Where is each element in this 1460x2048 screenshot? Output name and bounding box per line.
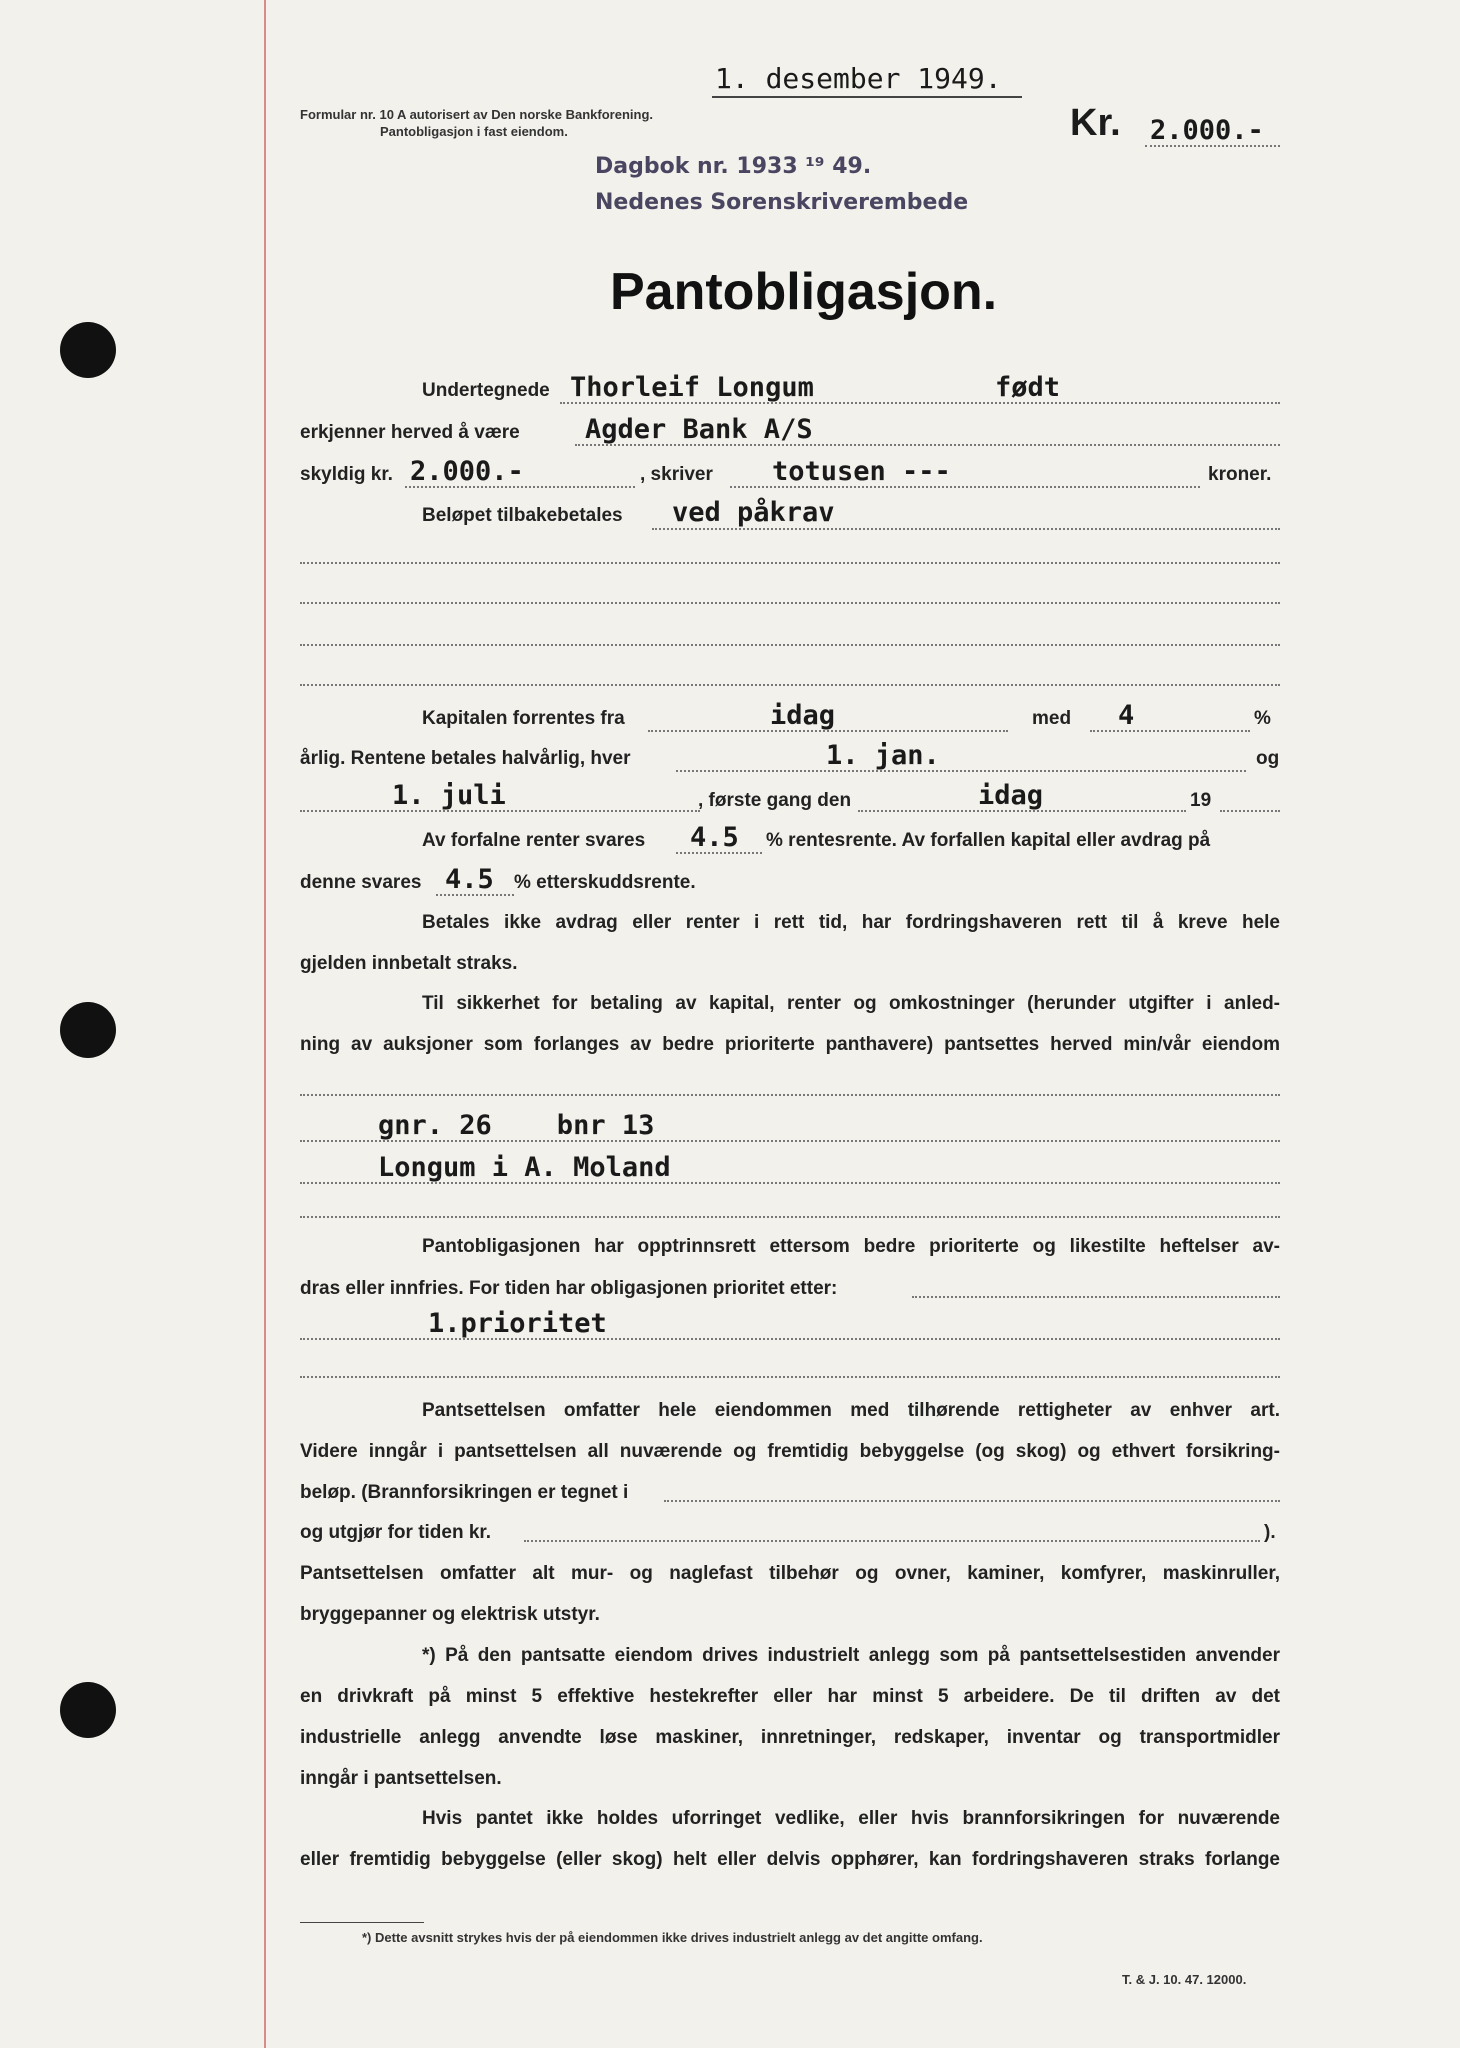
forfalne-rate: 4.5 [690,822,739,853]
property-line1: gnr. 26 bnr 13 [378,1110,655,1141]
denne-rate: 4.5 [445,864,494,895]
sikkerhet-line1: Til sikkerhet for betaling av kapital, renter og omkostninger (herunder utgifter i anled- [422,993,1280,1014]
kapital-from-line [648,730,1008,732]
footnote-rule [300,1922,424,1923]
punch-hole [60,1002,116,1058]
forste-value: idag [978,780,1044,811]
forfalne-suffix: % rentesrente. Av forfallen kapital eller avdrag på [766,830,1211,851]
arlig-value: 1. jan. [826,740,940,771]
punch-hole [60,1682,116,1738]
kapital-from-value: idag [770,700,836,731]
kroner-label: kroner. [1208,464,1272,485]
og-label: og [1256,748,1280,769]
prioritet-line [300,1338,1280,1340]
year-prefix: 19 [1190,790,1212,811]
blank-line [300,1216,1280,1218]
opptrinn-line [912,1296,1280,1298]
footnote-text: *) Dette avsnitt strykes hvis der på eiendommen ikke drives industrielt anlegg av det angitte omfang. [362,1930,983,1945]
vedlike-line1: Hvis pantet ikke holdes uforringet vedlike, eller hvis brannforsikringen for nuværende [422,1808,1280,1829]
rate-line [1090,730,1250,732]
omfatter-line4-end: ). [1264,1522,1276,1543]
industri-line1: *) På den pantsatte eiendom drives industrielt anlegg som på pantsettelsestiden anvender [422,1645,1280,1666]
omfatter-line4: og utgjør for tiden kr. [300,1522,492,1543]
undertegnede-value: Thorleif Longum [570,372,814,403]
blank-line [300,1376,1280,1378]
skriver-value: totusen --- [772,456,951,487]
belopet-label: Beløpet tilbakebetales [422,505,623,526]
margin-rule [264,0,266,2048]
opptrinn-line2: dras eller innfries. For tiden har obligasjonen prioritet etter: [300,1278,838,1299]
denne-label: denne svares [300,872,422,893]
erkjenner-label: erkjenner herved å være [300,422,520,443]
forfalne-rate-line [676,852,762,854]
amount-underline [1145,145,1280,147]
betales-line2: gjelden innbetalt straks. [300,953,518,974]
arlig-label: årlig. Rentene betales halvårlig, hver [300,748,631,769]
industri-line4: inngår i pantsettelsen. [300,1768,502,1789]
med-label: med [1032,708,1072,729]
fodt-label: født [995,372,1061,403]
erkjenner-line [575,444,1280,446]
erkjenner-value: Agder Bank A/S [585,414,813,445]
property-line1-rule [300,1140,1280,1142]
opptrinn-line1: Pantobligasjonen har opptrinnsrett ettersom bedre prioriterte og likestilte heftelser av- [422,1236,1280,1257]
betales-line1: Betales ikke avdrag eller renter i rett tid, har fordringshaveren rett til å kreve hele [422,912,1280,933]
belopet-line [652,528,1280,530]
amount-prefix: Kr. [1070,102,1121,144]
rate-value: 4 [1118,700,1135,731]
vedlike-line2: eller fremtidig bebyggelse (eller skog) helt eller delvis opphører, kan fordringshaveren straks forlange [300,1849,1280,1870]
second-date-value: 1. juli [392,780,506,811]
form-note-line2: Pantobligasjon i fast eiendom. [380,124,568,139]
printer-mark: T. & J. 10. 47. 12000. [1122,1972,1247,1987]
year-line [1220,810,1280,812]
forste-line [858,810,1186,812]
industri-line3: industrielle anlegg anvendte løse maskiner, innretninger, redskaper, inventar og transportmidler [300,1727,1280,1748]
blank-line [300,1094,1280,1096]
form-note-line1: Formular nr. 10 A autorisert av Den norske Bankforening. [300,107,654,122]
forste-label: , første gang den [698,790,852,811]
skyldig-label: skyldig kr. [300,464,393,485]
denne-rate-line [436,894,514,896]
tilbehor-line1: Pantsettelsen omfatter alt mur- og naglefast tilbehør og ovner, kaminer, komfyrer, maskinruller, [300,1563,1280,1584]
denne-suffix: % etterskuddsrente. [514,872,696,893]
property-line2: Longum i A. Moland [378,1152,671,1183]
industri-line2: en drivkraft på minst 5 effektive hestekrefter eller har minst 5 arbeidere. De til driften av det [300,1686,1280,1707]
skyldig-value: 2.000.- [410,456,524,487]
blank-line [300,602,1280,604]
skyldig-line [405,486,635,488]
journal-stamp-office: Nedenes Sorenskriverembede [595,190,969,215]
brannforsikring-line [664,1500,1280,1502]
second-date-line [300,810,700,812]
undertegnede-label: Undertegnede [422,380,550,401]
blank-line [300,684,1280,686]
blank-line [300,562,1280,564]
punch-hole [60,322,116,378]
property-line2-rule [300,1182,1280,1184]
amount-value: 2.000.- [1150,115,1264,146]
undertegnede-line [560,402,1280,404]
tilbehor-line2: bryggepanner og elektrisk utstyr. [300,1604,600,1625]
skriver-line [730,486,1200,488]
forfalne-label: Av forfalne renter svares [422,830,646,851]
omfatter-line1: Pantsettelsen omfatter hele eiendommen med tilhørende rettigheter av enhver art. [422,1400,1280,1421]
utgjor-line [524,1540,1260,1542]
skriver-label: , skriver [640,464,713,485]
document-date: 1. desember 1949. [715,62,1002,95]
sikkerhet-line2: ning av auksjoner som forlanges av bedre prioriterte panthavere) pantsettes herved min/vår eiendom [300,1034,1280,1055]
kapital-label: Kapitalen forrentes fra [422,708,625,729]
percent-sign: % [1254,708,1271,729]
date-underline [712,96,1022,98]
omfatter-line3: beløp. (Brannforsikringen er tegnet i [300,1482,629,1503]
omfatter-line2: Videre inngår i pantsettelsen all nuværende og fremtidig bebyggelse (og skog) og ethvert forsikring- [300,1441,1280,1462]
journal-stamp-number: Dagbok nr. 1933 ¹⁹ 49. [595,154,872,179]
belopet-value: ved påkrav [672,497,835,528]
prioritet-value: 1.prioritet [428,1308,607,1339]
arlig-line [676,770,1246,772]
document-title: Pantobligasjon. [610,263,998,321]
blank-line [300,644,1280,646]
